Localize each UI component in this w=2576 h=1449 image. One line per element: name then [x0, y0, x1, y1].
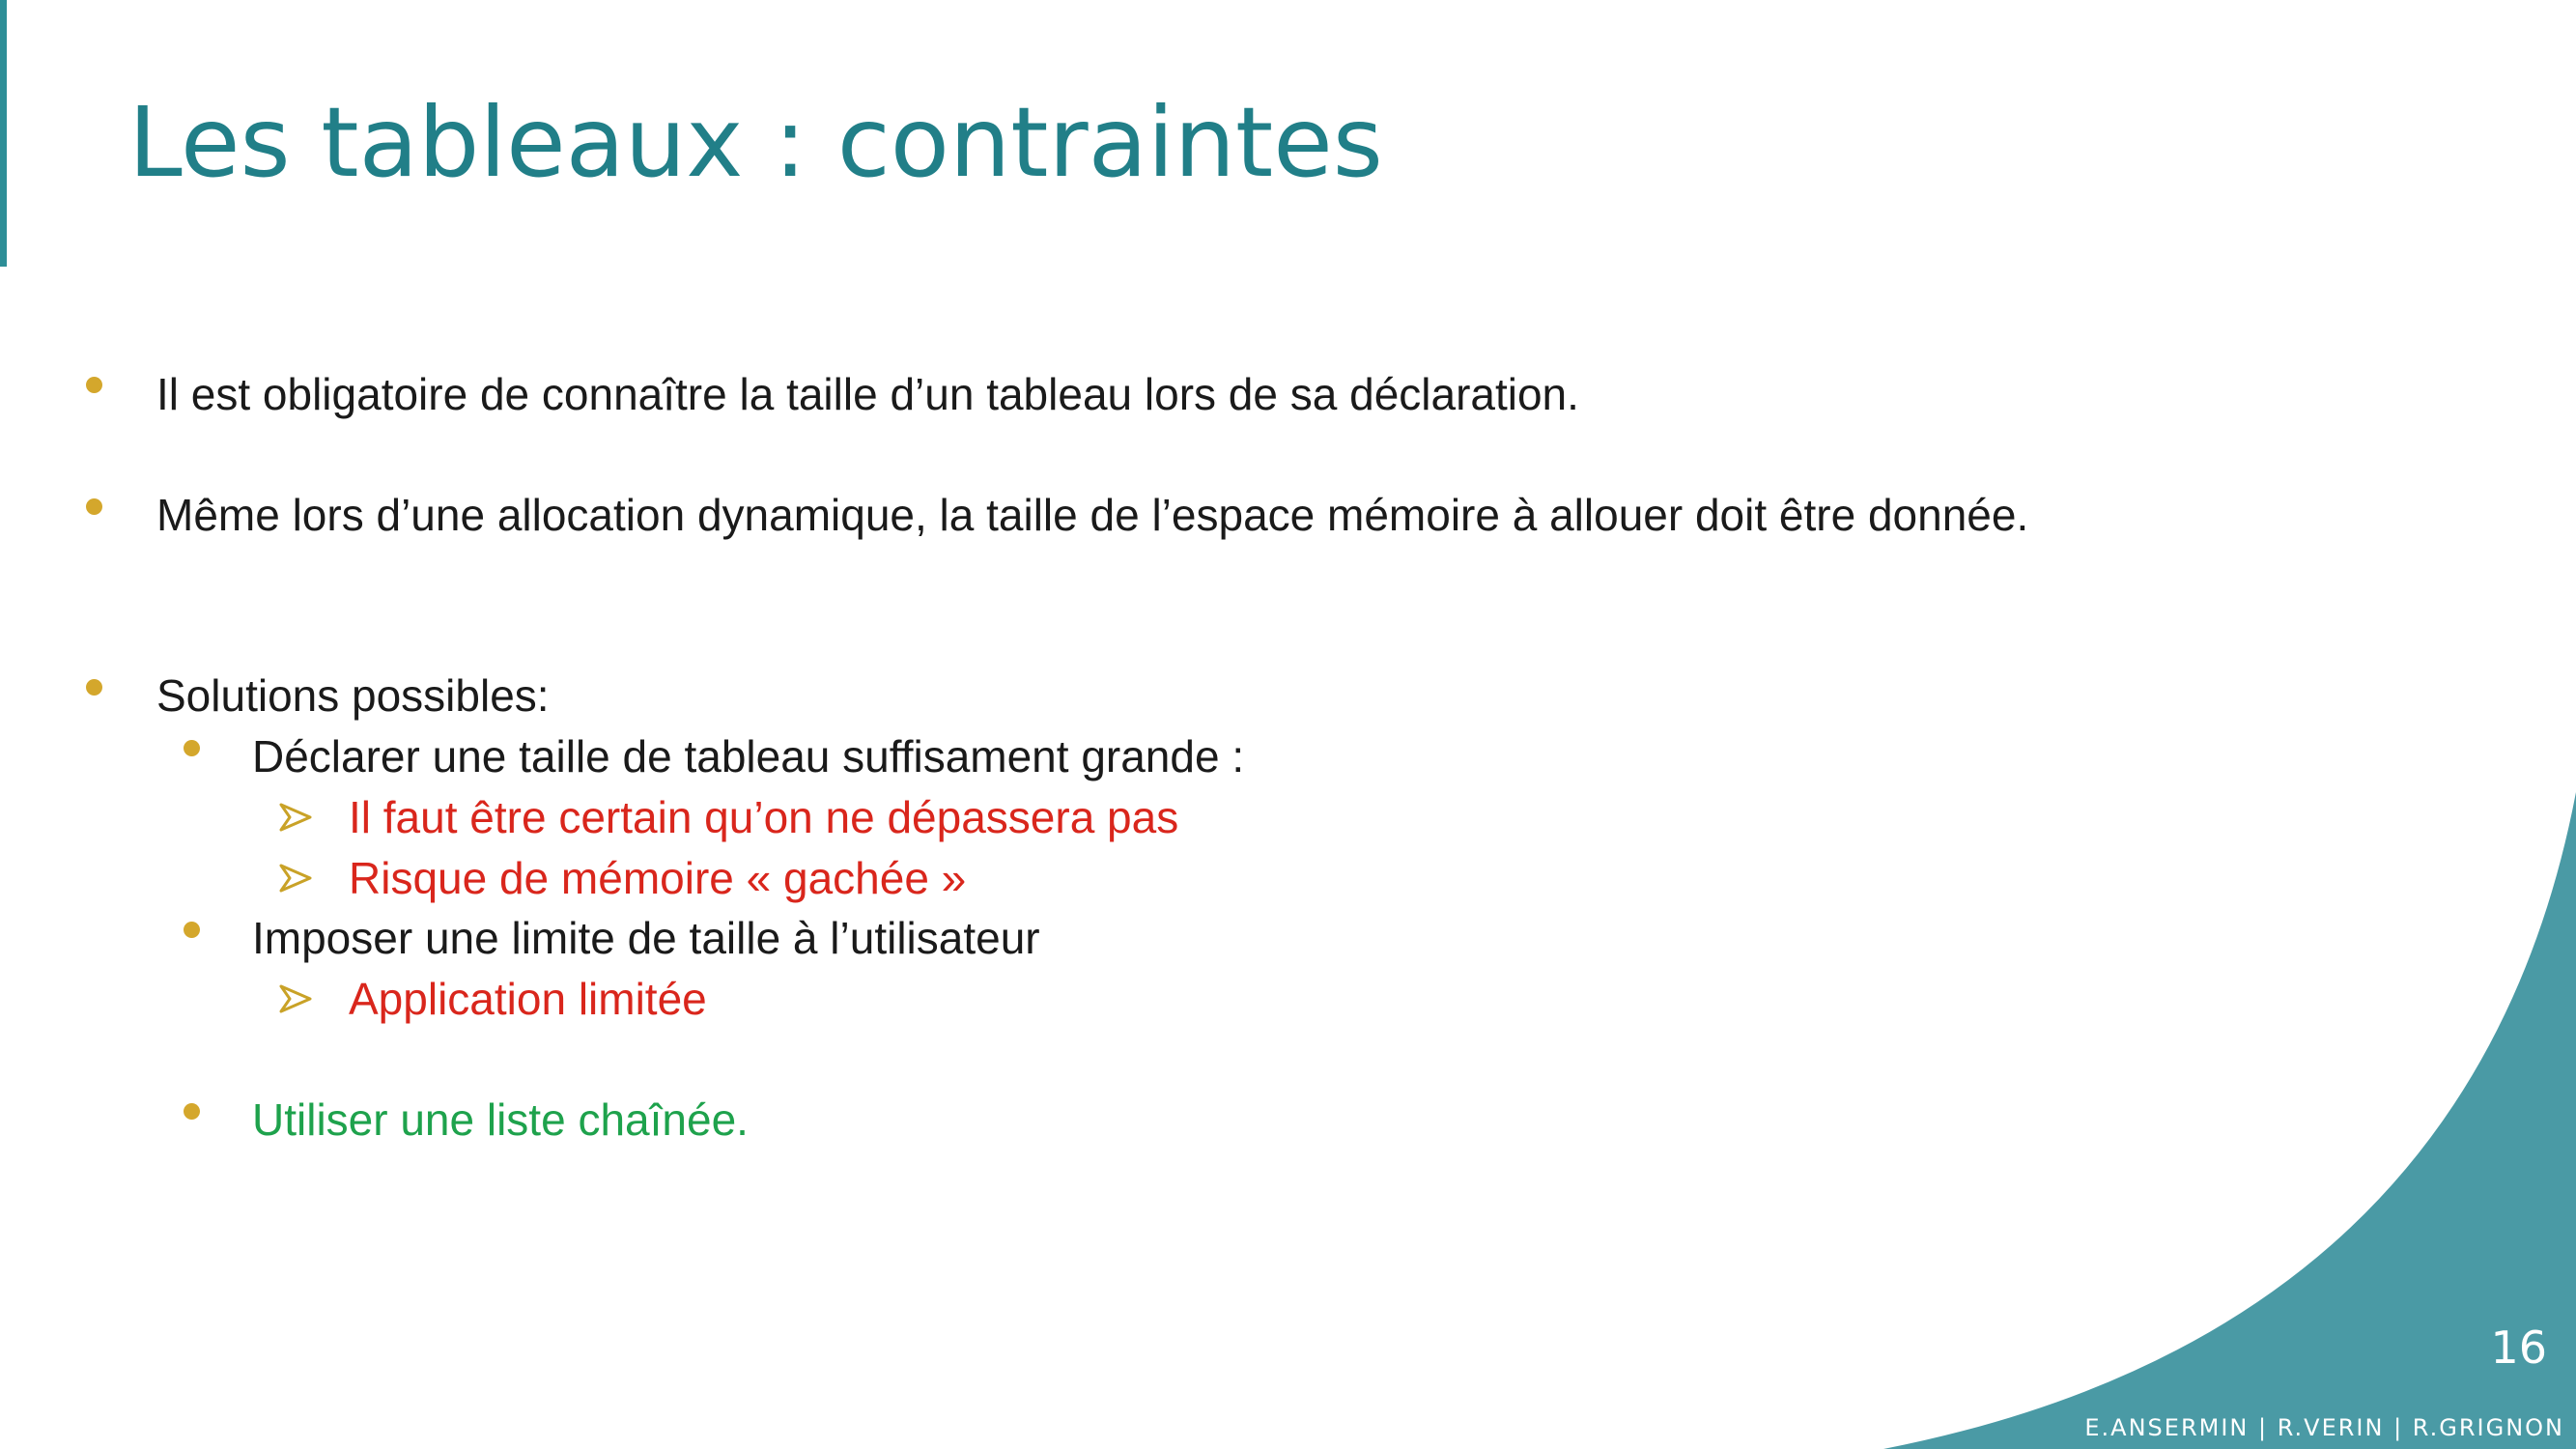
footer-authors: E.ANSERMIN | R.VERIN | R.GRIGNON — [2084, 1414, 2564, 1441]
arrow-bullet-icon — [279, 982, 312, 1015]
warning-text: Il faut être certain qu’on ne dépassera pas — [349, 792, 1179, 842]
bullet-dot — [86, 498, 102, 515]
arrow-bullet-icon — [279, 801, 312, 834]
sub-bullet-item-3 — [252, 1093, 749, 1147]
sub-bullet-dot — [184, 922, 200, 938]
bullet-item-1 — [156, 367, 1579, 421]
bullet-item-3 — [156, 668, 550, 723]
bullet-text: Il est obligatoire de connaître la taille d’un tableau lors de sa déclaration. — [156, 369, 1579, 419]
arrow-bullet-icon — [279, 862, 312, 895]
sub-bullet-dot — [184, 740, 200, 756]
sub-bullet-item-2 — [252, 911, 1040, 965]
sub-bullet-item-1 — [252, 729, 1244, 783]
bullet-dot — [86, 679, 102, 696]
sub-sub-bullet-item-1 — [349, 790, 1178, 844]
bullet-text: Solutions possibles: — [156, 670, 550, 721]
bullet-dot — [86, 377, 102, 393]
sub-sub-bullet-item-2 — [349, 851, 966, 905]
sub-sub-bullet-item-3 — [349, 972, 707, 1026]
bullet-item-2 — [156, 488, 2028, 542]
bullet-text: Même lors d’une allocation dynamique, la taille de l’espace mémoire à allouer doit être donnée. — [156, 490, 2029, 540]
sub-bullet-dot — [184, 1103, 200, 1120]
solution-text: Utiliser une liste chaînée. — [252, 1094, 749, 1145]
sub-bullet-text: Déclarer une taille de tableau suffisament grande : — [252, 731, 1245, 781]
page-number: 16 — [2490, 1321, 2547, 1374]
sub-bullet-text: Imposer une limite de taille à l’utilisateur — [252, 913, 1040, 963]
warning-text: Application limitée — [349, 974, 707, 1024]
warning-text: Risque de mémoire « gachée » — [349, 853, 967, 903]
slide-title: Les tableaux : contraintes — [128, 86, 1383, 199]
